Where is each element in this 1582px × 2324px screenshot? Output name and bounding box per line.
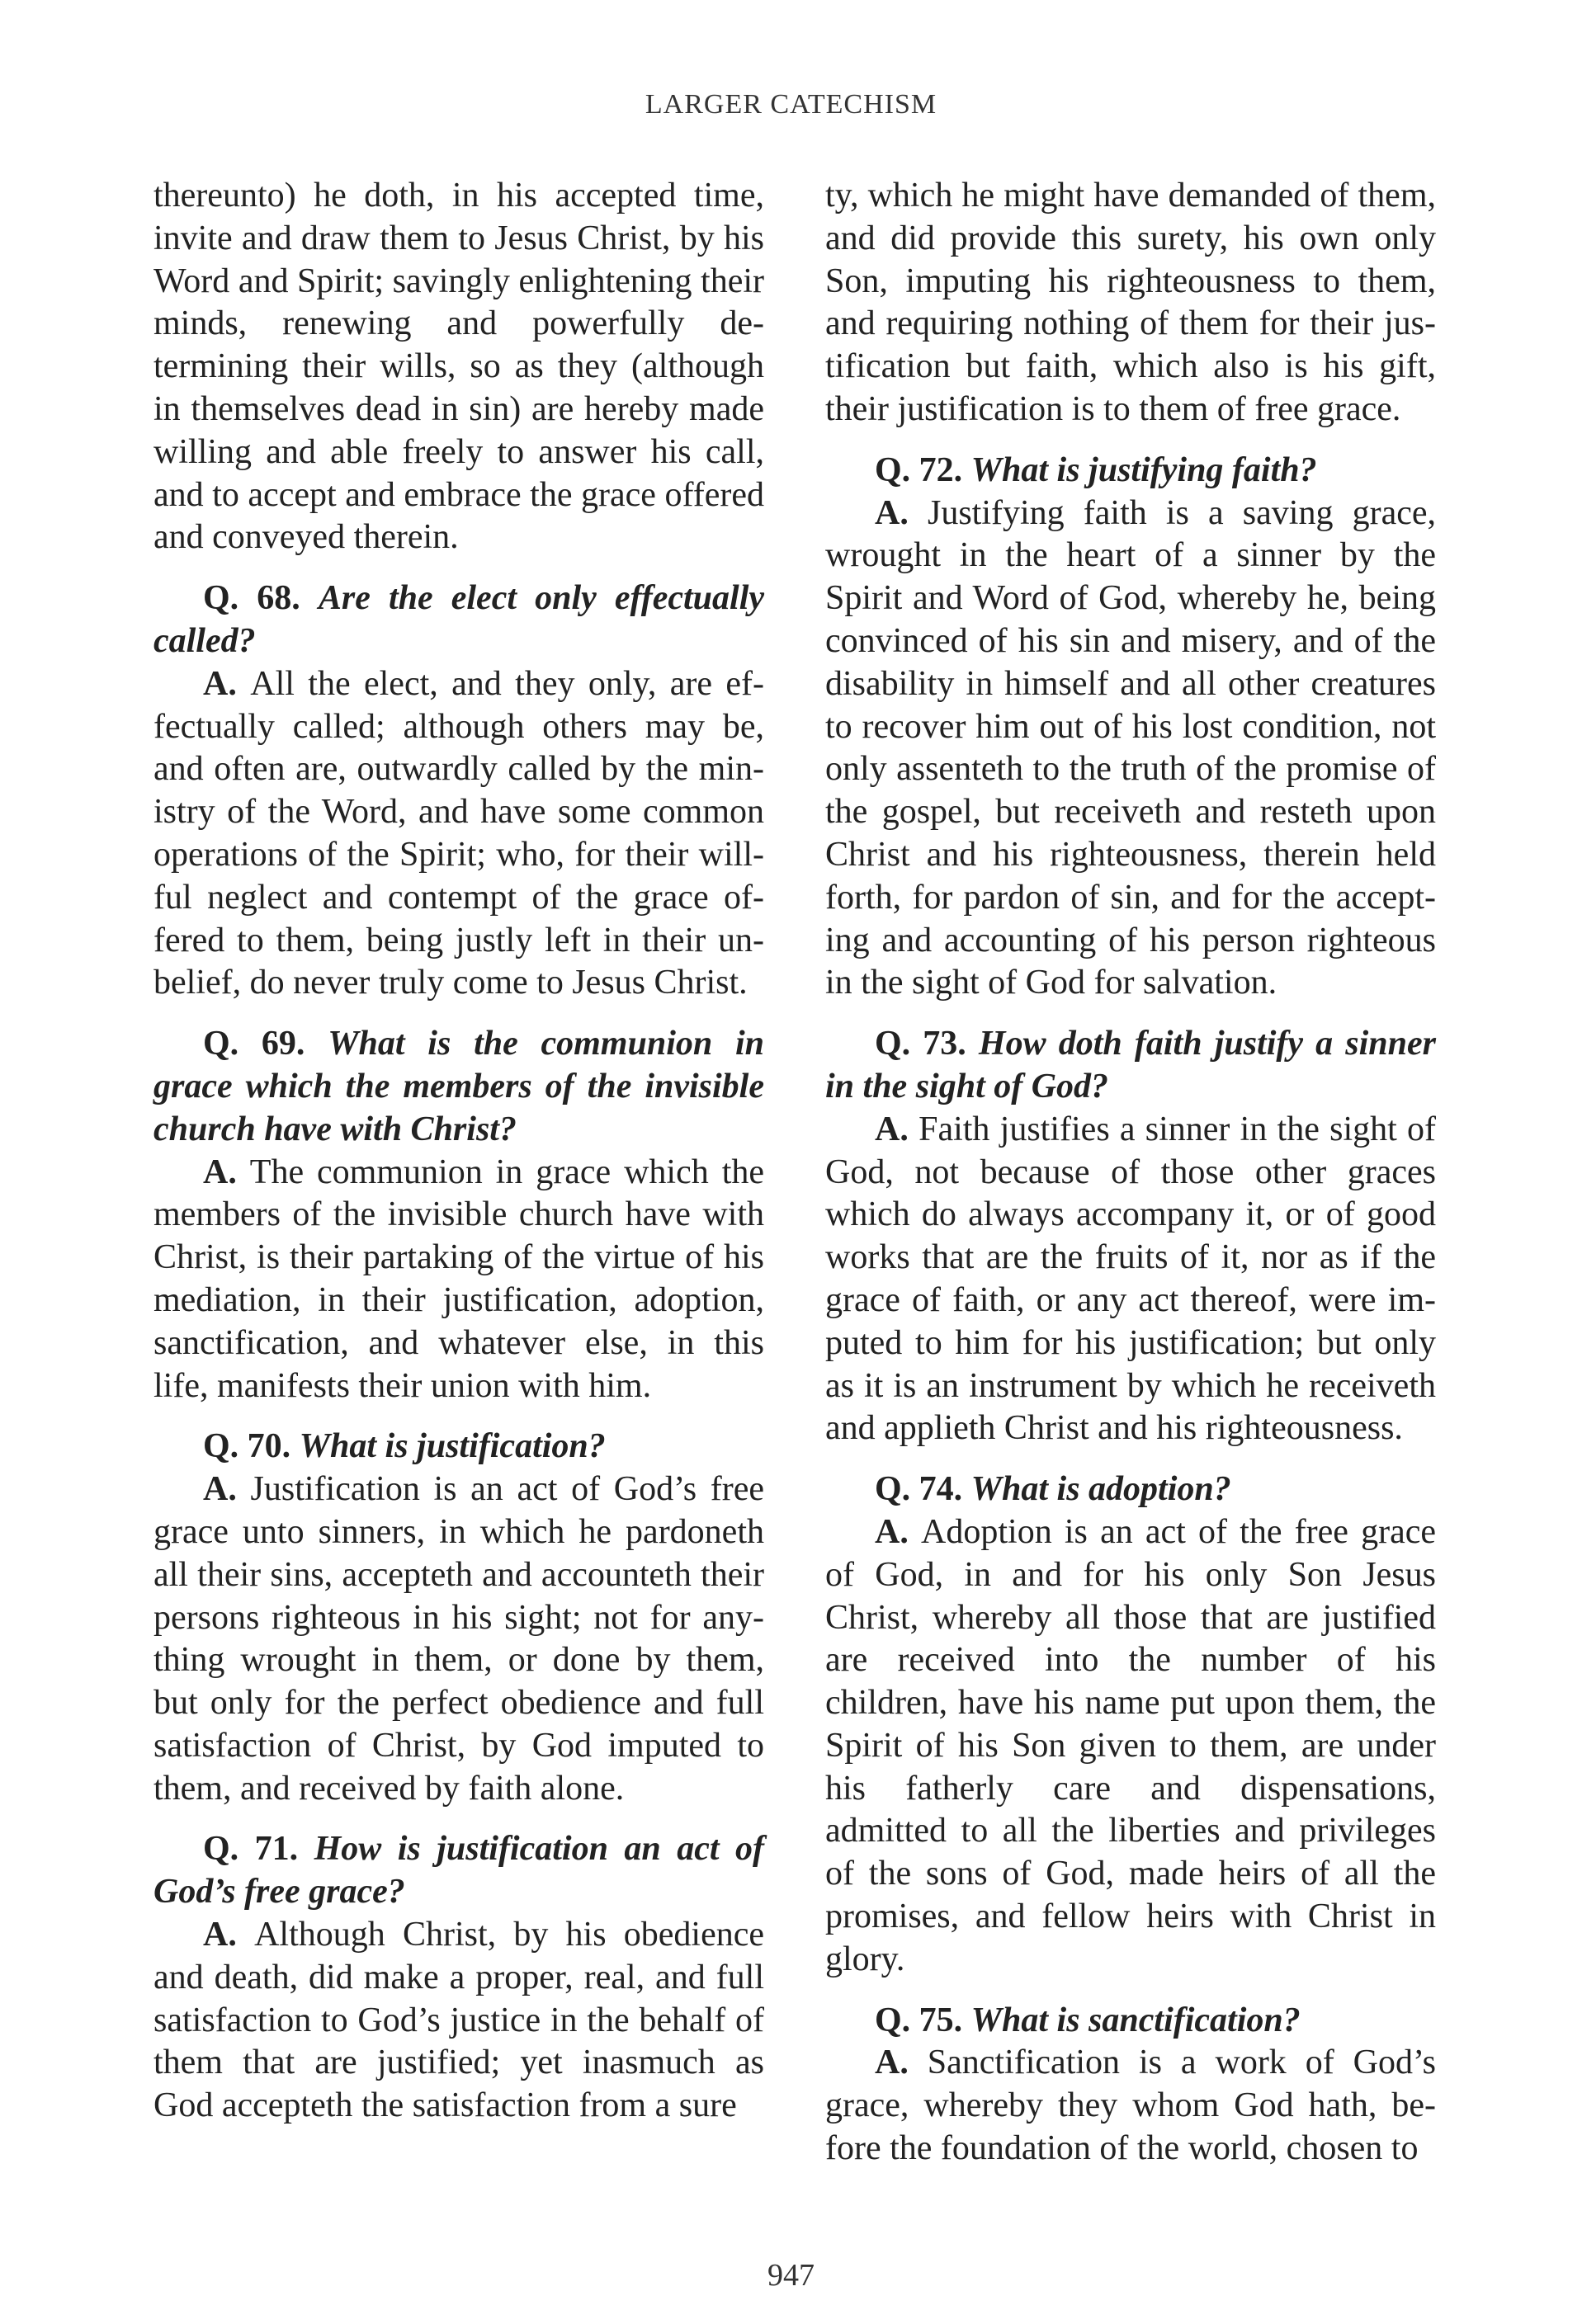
question-72 xyxy=(825,450,1436,493)
answer-74 xyxy=(825,1511,1436,1982)
question-text: What is justifying faith? xyxy=(970,450,1317,489)
question-text: What is justification? xyxy=(299,1427,606,1466)
answer-label: A. xyxy=(875,1110,909,1148)
question-text: What is adoption? xyxy=(970,1470,1231,1509)
question-75 xyxy=(825,2000,1436,2043)
question-68 xyxy=(153,577,764,663)
continuation-text: ty, which he might have demanded of them, and did provide this surety, his own only Son, imputing his righteousness to them, and requiring nothing of them for their justification but faith, which also is his gift, their justification is to them of free grace. xyxy=(825,177,1436,428)
answer-text: All the elect, and they only, are effectually called; although others may be, and often are, outwardly called by the ministry of the Word, and have some common operations of the Spirit; who, for their willful neglect and contempt of the grace offered to them, being justly left in their unbelief, do never truly come to Jesus Christ. xyxy=(153,664,764,1002)
question-number: Q. 73. xyxy=(875,1025,966,1063)
answer-71 xyxy=(153,1914,764,2128)
question-number: Q. 75. xyxy=(875,2001,963,2039)
question-74 xyxy=(825,1468,1436,1511)
question-number: Q. 71. xyxy=(203,1830,299,1869)
question-69 xyxy=(153,1023,764,1151)
answer-label: A. xyxy=(203,664,237,703)
answer-73 xyxy=(825,1109,1436,1450)
question-text: Are the elect only effectually called? xyxy=(153,579,765,660)
question-71 xyxy=(153,1828,764,1914)
answer-text: Although Christ, by his obedience and death, did make a proper, real, and full satisfaction to God’s justice in the behalf of them that are justified; yet inasmuch as God accepteth the satisfaction from a sure xyxy=(153,1916,765,2125)
answer-text: The communion in grace which the members of the invisible church have with Christ, is their partaking of the virtue of his mediation, in their justification, adoption, sanctification, and whatever else, in this life, manifests their union with him. xyxy=(153,1153,765,1405)
answer-text: Faith justifies a sinner in the sight of God, not because of those other graces which do always accompany it, or of good works that are the fruits of it, nor as if the grace of faith, or any act thereof, were imputed to him for his justification; but only as it is an instrument by which he receiveth and applieth Christ and his righteousness. xyxy=(825,1110,1437,1448)
question-number: Q. 74. xyxy=(875,1470,963,1509)
continuation-text: thereunto) he doth, in his accepted time, invite and draw them to Jesus Christ, by his Word and Spirit; savingly enlightening their minds, renewing and powerfully determining their wills, so as they (although in themselves dead in sin) are hereby made willing and able freely to answer his call, and to accept and embrace the grace offered and conveyed therein. xyxy=(153,177,764,557)
question-70 xyxy=(153,1426,764,1468)
answer-text: Justification is an act of God’s free grace unto sinners, in which he pardoneth all their sins, accepteth and accounteth their persons righteous in his sight; not for anything wrought in them, or done by them, but only for the perfect obedience and full satisfaction of Christ, by God imputed to them, and received by faith alone. xyxy=(153,1470,765,1808)
question-73 xyxy=(825,1023,1436,1109)
answer-label: A. xyxy=(875,2044,909,2082)
answer-label: A. xyxy=(203,1470,237,1509)
question-text: What is the communion in grace which the members of the invisible church have with Christ? xyxy=(153,1025,765,1148)
page-number: 947 xyxy=(767,2258,815,2293)
answer-72 xyxy=(825,493,1436,1006)
right-column xyxy=(825,175,1436,2189)
question-text: How doth faith justify a sinner in the sight of God? xyxy=(825,1025,1436,1105)
answer-label: A. xyxy=(875,1512,909,1551)
answer-70 xyxy=(153,1468,764,1810)
answer-75 xyxy=(825,2042,1436,2170)
question-text: What is sanctification? xyxy=(970,2001,1301,2039)
answer-text: Sanctification is a work of God’s grace, whereby they whom God hath, before the foundation of the world, chosen to xyxy=(825,2044,1437,2168)
question-number: Q. 69. xyxy=(203,1025,305,1063)
answer-69 xyxy=(153,1152,764,1408)
question-text: How is justification an act of God’s free grace? xyxy=(153,1830,764,1912)
left-column xyxy=(153,175,764,2146)
answer-label: A. xyxy=(203,1153,237,1191)
question-number: Q. 70. xyxy=(203,1427,291,1466)
question-number: Q. 68. xyxy=(203,579,300,618)
answer-label: A. xyxy=(875,493,909,532)
running-head: LARGER CATECHISM xyxy=(645,89,937,120)
answer-text: Adoption is an act of the free grace of God, in and for his only Son Jesus Christ, whereby all those that are justified are received into the number of his children, have his name put upon them, the Spirit of his Son given to them, are under his fatherly care and dispensations, admitted to all the liberties and privileges of the sons of God, made heirs of all the promises, and fellow heirs with Christ in glory. xyxy=(825,1512,1437,1978)
answer-label: A. xyxy=(203,1916,237,1954)
answer-68 xyxy=(153,663,764,1005)
question-number: Q. 72. xyxy=(875,450,963,489)
answer-text: Justifying faith is a saving grace, wrought in the heart of a sinner by the Spirit and Word of God, whereby he, being convinced of his sin and misery, and of the disability in himself and all other creatures to recover him out of his lost condition, not only assenteth to the truth of the promise of the gospel, but receiveth and resteth upon Christ and his righteousness, therein held forth, for pardon of sin, and for the accepting and accounting of his person righteous in the sight of God for salvation. xyxy=(825,493,1437,1002)
